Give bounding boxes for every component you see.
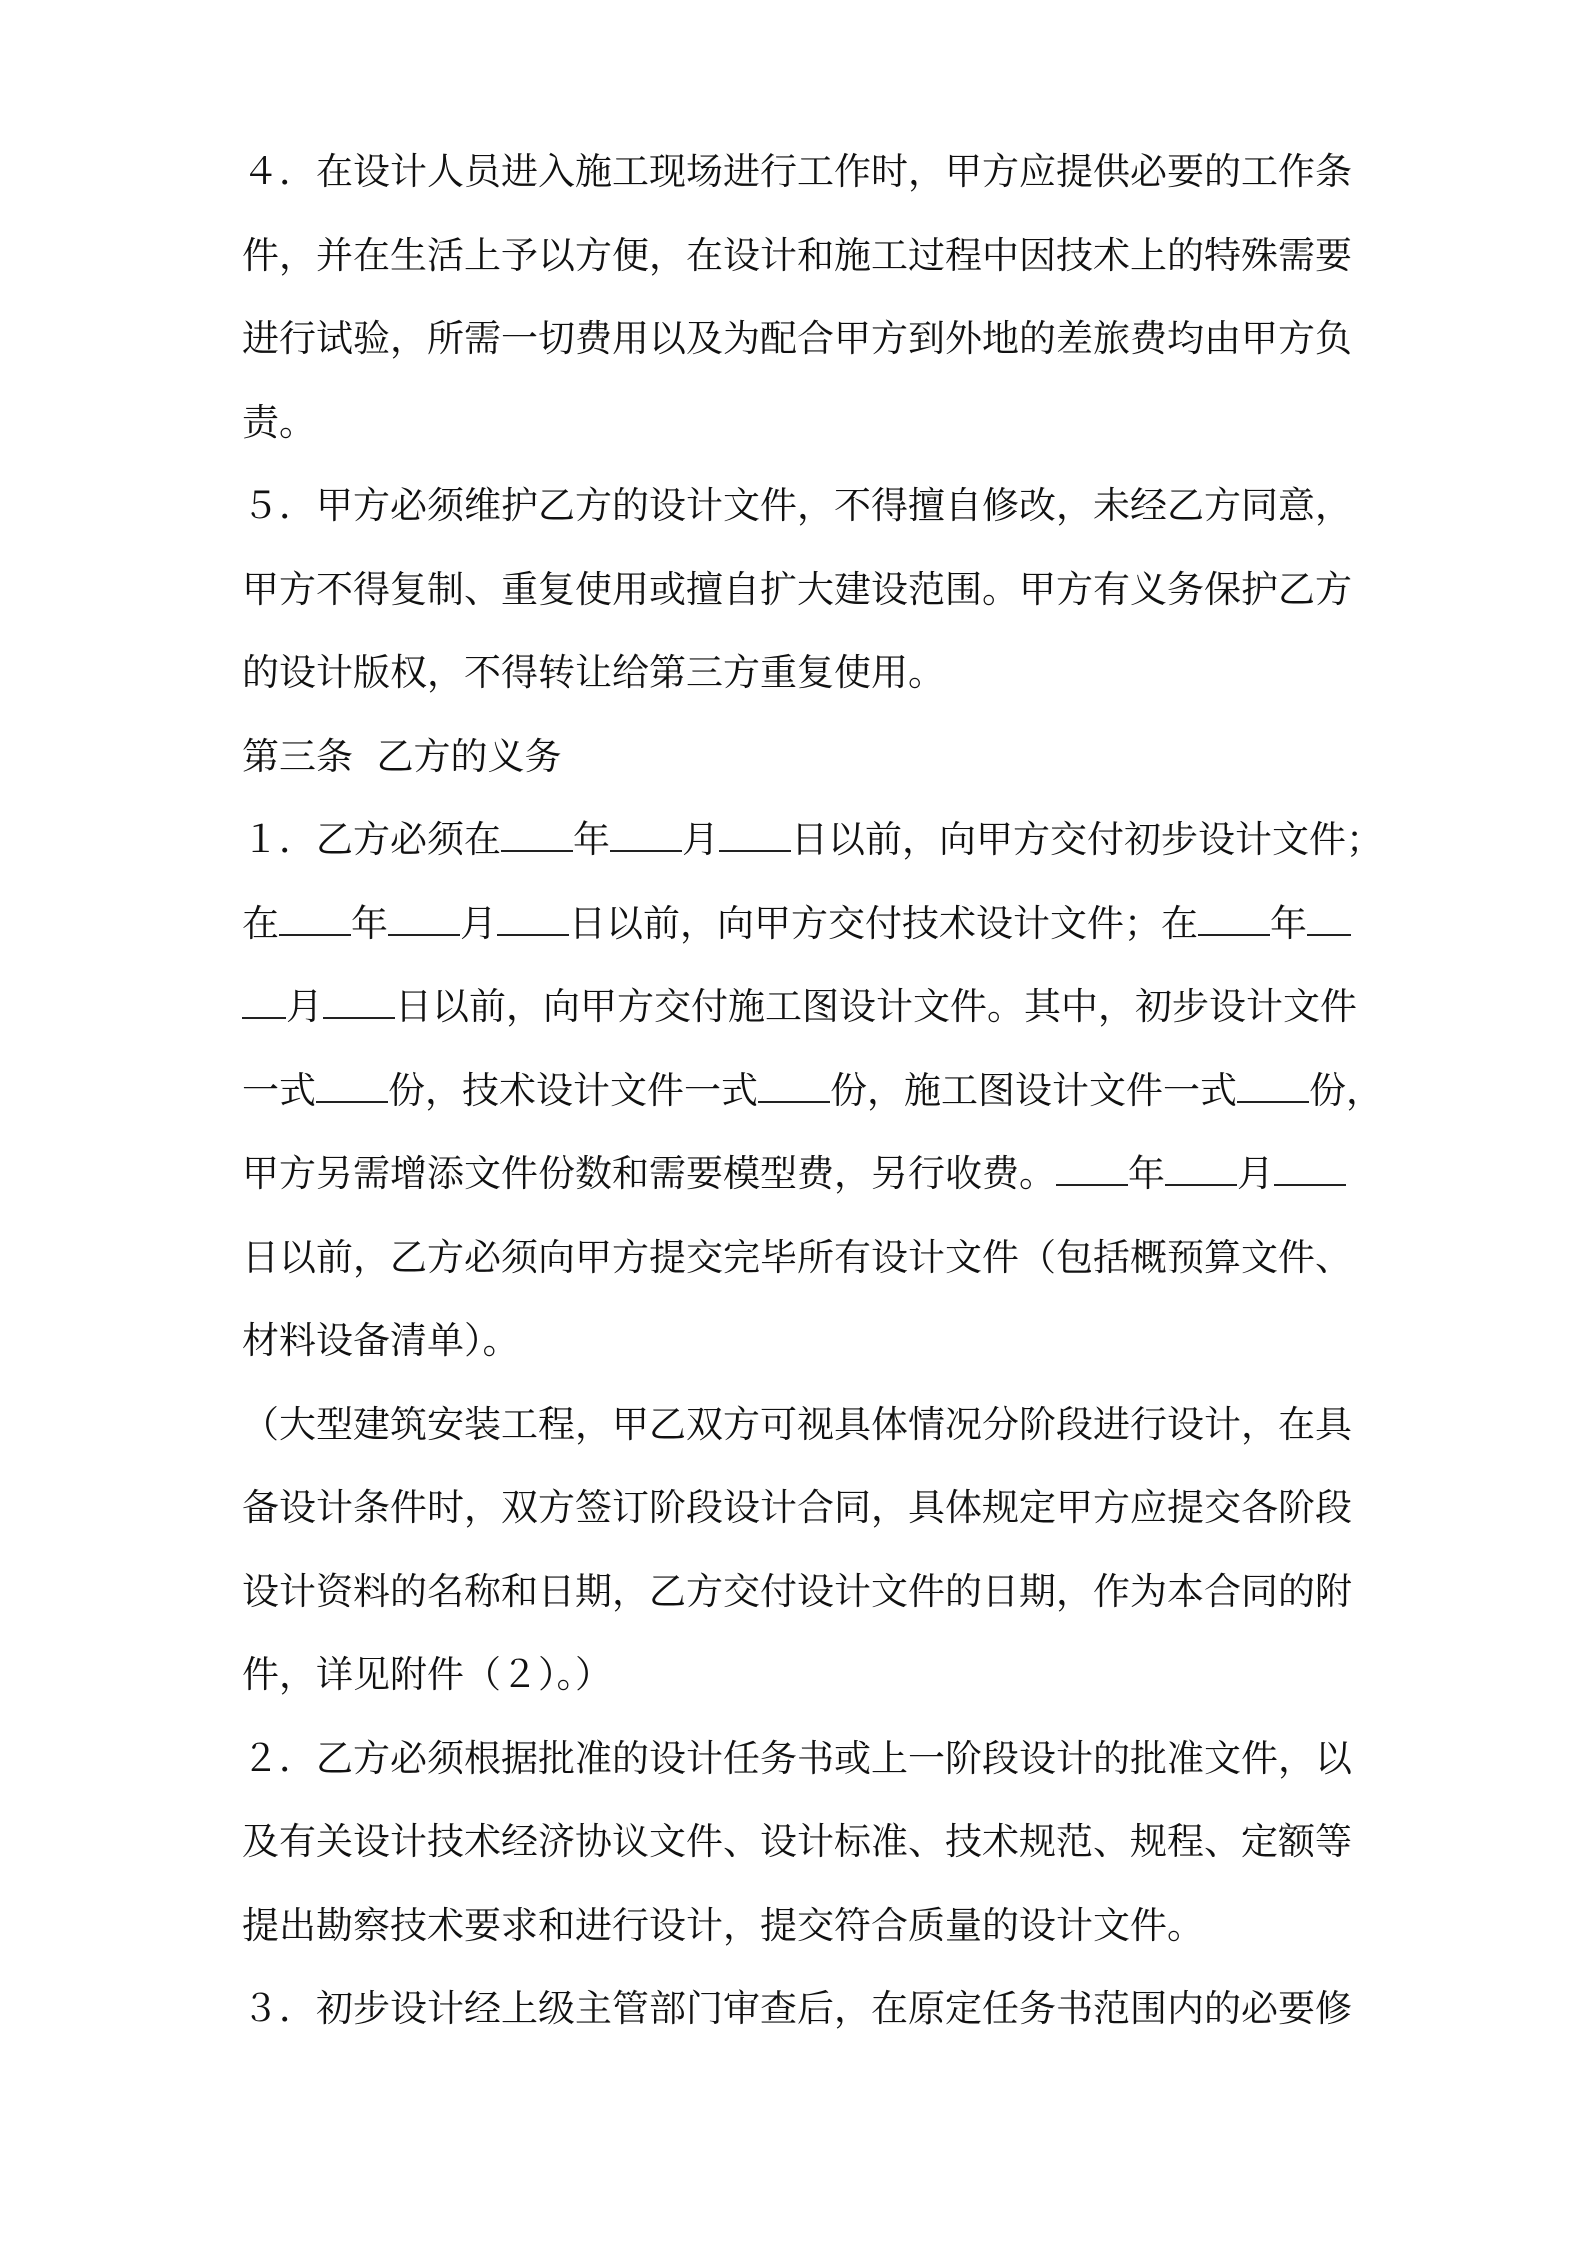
text-segment: 日以前，向甲方交付技术设计文件；在 [569, 901, 1198, 945]
blank-field [758, 1071, 830, 1103]
text-line: （大型建筑安装工程，甲乙双方可视具体情况分阶段进行设计，在具 [242, 1402, 1352, 1446]
blank-field [1274, 1154, 1346, 1186]
document-page [242, 130, 1383, 2051]
text-line: 提出勘察技术要求和进行设计，提交符合质量的设计文件。 [242, 1903, 1204, 1947]
text-segment: 月 [286, 985, 323, 1028]
text-segment: 份，技术设计文件一式 [388, 1068, 758, 1112]
text-line: 材料设备清单）。 [242, 1319, 520, 1362]
text-segment: 月 [682, 818, 719, 861]
text-line: 的设计版权，不得转让给第三方重复使用。 [242, 651, 945, 694]
blank-field [719, 820, 791, 852]
text-line: 进行试验，所需一切费用以及为配合甲方到外地的差旅费均由甲方负 [242, 317, 1352, 360]
blank-field [323, 987, 395, 1019]
text-line [242, 798, 1383, 882]
text-segment: 份， [1309, 1068, 1383, 1112]
blank-field [316, 1071, 388, 1103]
blank-field [242, 987, 286, 1019]
blank-field [501, 820, 573, 852]
paragraph-item-4 [242, 130, 1352, 464]
text-line: 件，并在生活上予以方便，在设计和施工过程中因技术上的特殊需要 [242, 233, 1352, 277]
text-segment: １．乙方必须在 [242, 818, 501, 861]
text-segment: 月 [1237, 1152, 1274, 1195]
blank-field [279, 904, 351, 936]
text-segment: 日以前，向甲方交付初步设计文件； [791, 818, 1383, 861]
blank-field [1056, 1154, 1128, 1186]
section-heading-text: 第三条 乙方的义务 [242, 734, 562, 778]
text-segment: 在 [242, 901, 279, 945]
paragraph-note [242, 1383, 1352, 1717]
blank-field [1237, 1071, 1309, 1103]
text-segment: 份，施工图设计文件一式 [830, 1068, 1237, 1112]
text-line: ５．甲方必须维护乙方的设计文件，不得擅自修改，未经乙方同意， [242, 484, 1352, 527]
paragraph-item-5 [242, 464, 1352, 715]
blank-field [1198, 904, 1270, 936]
text-line: ４．在设计人员进入施工现场进行工作时，甲方应提供必要的工作条 [242, 150, 1352, 193]
blank-field [497, 904, 569, 936]
blank-field [1307, 904, 1351, 936]
text-line: 责。 [242, 400, 316, 444]
text-line: 设计资料的名称和日期，乙方交付设计文件的日期，作为本合同的附 [242, 1569, 1352, 1613]
paragraph-item-1 [242, 798, 1383, 1383]
text-line [242, 965, 1357, 1049]
section-heading [242, 715, 1352, 799]
blank-field [1165, 1154, 1237, 1186]
text-line [242, 1049, 1383, 1133]
text-segment: 月 [460, 901, 497, 945]
text-line: ３．初步设计经上级主管部门审查后，在原定任务书范围内的必要修 [242, 1987, 1352, 2030]
text-segment: 一式 [242, 1068, 316, 1112]
text-line: 甲方不得复制、重复使用或擅自扩大建设范围。甲方有义务保护乙方 [242, 567, 1352, 611]
text-line: 备设计条件时，双方签订阶段设计合同，具体规定甲方应提交各阶段 [242, 1486, 1352, 1529]
blank-field [610, 820, 682, 852]
paragraph-item-2 [242, 1717, 1352, 1968]
text-segment: 年 [351, 901, 388, 945]
text-line: 日以前，乙方必须向甲方提交完毕所有设计文件（包括概预算文件、 [242, 1235, 1352, 1279]
text-segment: 年 [1128, 1152, 1165, 1195]
paragraph-item-3 [242, 1967, 1352, 2051]
text-line: 及有关设计技术经济协议文件、设计标准、技术规范、规程、定额等 [242, 1820, 1352, 1863]
text-segment: 日以前，向甲方交付施工图设计文件。其中，初步设计文件 [395, 985, 1357, 1028]
text-line: ２．乙方必须根据批准的设计任务书或上一阶段设计的批准文件，以 [242, 1736, 1352, 1780]
text-line [242, 1132, 1352, 1216]
text-segment: 年 [1270, 901, 1307, 945]
blank-field [388, 904, 460, 936]
text-line [242, 882, 1352, 966]
text-segment: 年 [573, 818, 610, 861]
text-segment: 甲方另需增添文件份数和需要模型费，另行收费。 [242, 1152, 1056, 1195]
text-line: 件，详见附件（２）。） [242, 1653, 612, 1696]
